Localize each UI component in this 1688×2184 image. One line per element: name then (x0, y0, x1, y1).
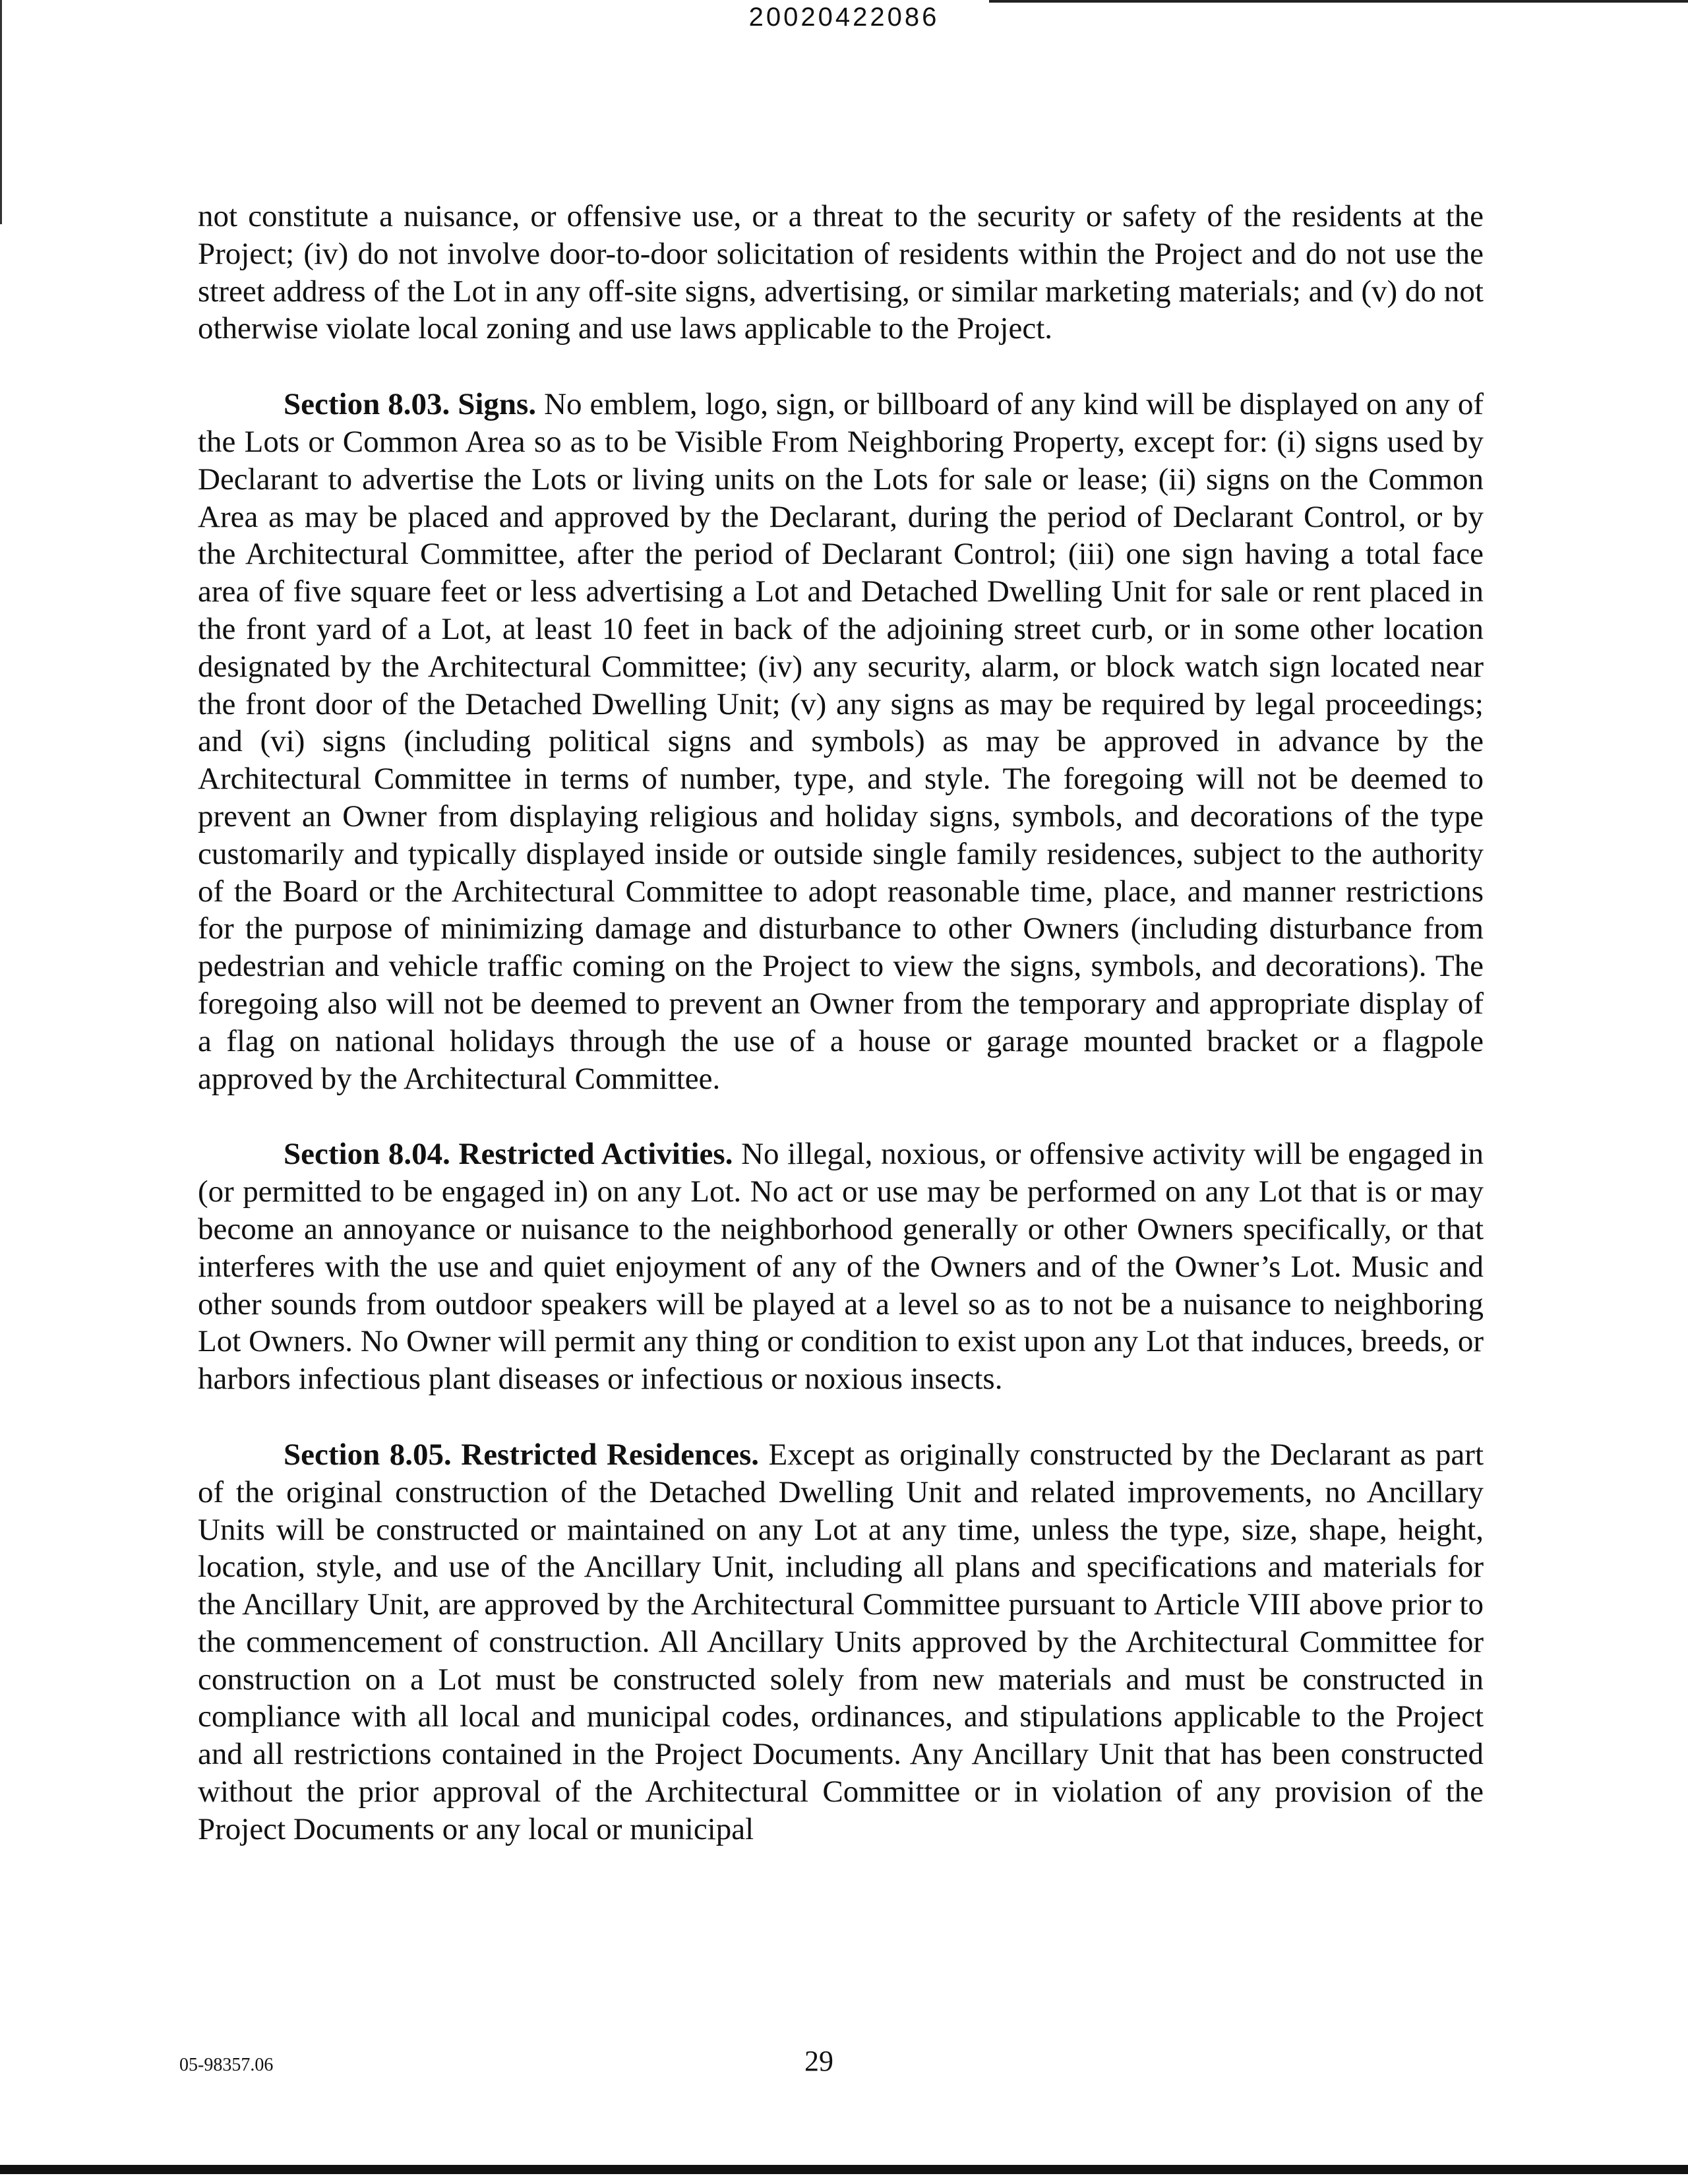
document-body (198, 198, 1484, 1887)
section-8-03-heading: Section 8.03. Signs. (284, 387, 537, 422)
document-number: 20020422086 (748, 3, 940, 32)
section-8-05 (198, 1436, 1484, 1848)
section-8-04-text: No illegal, noxious, or offensive activity will be engaged in (or permitted to be engaged in) on any Lot. No act or use may be performed on any Lot that is or may become an annoyance or nuisance to the neighborhood generally or other Owners specifically, or that interferes with the use and quiet enjoyment of any of the Owners and of the Owner’s Lot. Music and other sounds from outdoor speakers will be played at a level so as to not be a nuisance to neighboring Lot Owners. No Owner will permit any thing or condition to exist upon any Lot that induces, breeds, or harbors infectious plant diseases or infectious or noxious insects. (198, 1137, 1484, 1397)
scan-bottom-border (0, 2165, 1688, 2174)
section-8-05-text: Except as originally constructed by the Declarant as part of the original construction of the Detached Dwelling Unit and related improvements, no Ancillary Units will be constructed or maintained on any Lot at any time, unless the type, size, shape, height, location, style, and use of the Ancillary Unit, including all plans and specifications and materials for the Ancillary Unit, are approved by the Architectural Committee pursuant to Article VIII above prior to the commencement of construction. All Ancillary Units approved by the Architectural Committee for construction on a Lot must be constructed solely from new materials and must be constructed in compliance with all local and municipal codes, ordinances, and stipulations applicable to the Project and all restrictions contained in the Project Documents. Any Ancillary Unit that has been constructed without the prior approval of the Architectural Committee or in violation of any provision of the Project Documents or any local or municipal (198, 1437, 1484, 1846)
section-8-05-heading: Section 8.05. Restricted Residences. (284, 1437, 759, 1472)
section-8-03 (198, 386, 1484, 1097)
continued-paragraph: not constitute a nuisance, or offensive use, or a threat to the security or safety of the residents at the Project; (iv) do not involve door-to-door solicitation of residents within the Project and do not use the street address of the Lot in any off-site signs, advertising, or similar marketing materials; and (v) do not otherwise violate local zoning and use laws applicable to the Project. (198, 199, 1484, 346)
section-8-04-heading: Section 8.04. Restricted Activities. (284, 1137, 733, 1172)
section-8-03-text: No emblem, logo, sign, or billboard of any kind will be displayed on any of the Lots or Common Area so as to be Visible From Neighboring Property, except for: (i) signs used by Declarant to advertise the Lots or living units on the Lots for sale or lease; (ii) signs on the Common Area as may be placed and approved by the Declarant, during the period of Declarant Control, or by the Architectural Committee, after the period of Declarant Control; (iii) one sign having a total face area of five square feet or less advertising a Lot and Detached Dwelling Unit for sale or rent placed in the front yard of a Lot, at least 10 feet in back of the adjoining street curb, or in some other location designated by the Architectural Committee; (iv) any security, alarm, or block watch sign located near the front door of the Detached Dwelling Unit; (v) any signs as may be required by legal proceedings; and (vi) signs (including political signs and symbols) as may be approved in advance by the Architectural Committee in terms of number, type, and style. The foregoing will not be deemed to prevent an Owner from displaying religious and holiday signs, symbols, and decorations of the type customarily and typically displayed inside or outside single family residences, subject to the authority of the Board or the Architectural Committee to adopt reasonable time, place, and manner restrictions for the purpose of minimizing damage and disturbance to other Owners (including disturbance from pedestrian and vehicle traffic coming on the Project to view the signs, symbols, and decorations). The foregoing also will not be deemed to prevent an Owner from the temporary and appropriate display of a flag on national holidays through the use of a house or garage mounted bracket or a flagpole approved by the Architectural Committee. (198, 387, 1484, 1096)
section-8-04 (198, 1136, 1484, 1398)
footer-document-code: 05-98357.06 (179, 2055, 274, 2075)
scan-left-edge-mark (0, 0, 2, 224)
page-number: 29 (804, 2045, 833, 2077)
